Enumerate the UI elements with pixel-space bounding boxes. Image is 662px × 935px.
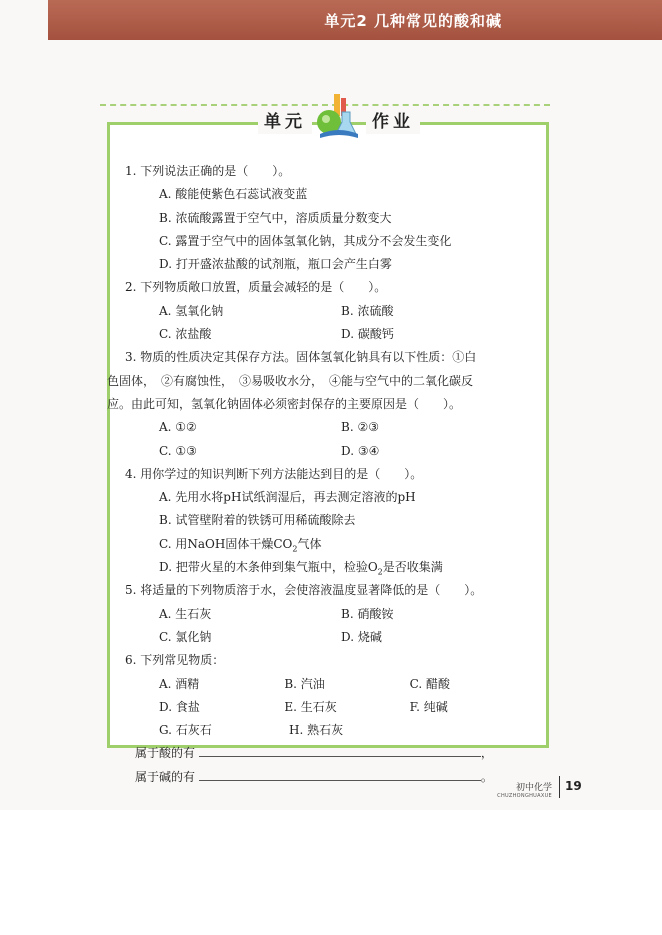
option-a: A. ①② [159, 420, 197, 435]
option-c: C. 醋酸 [409, 676, 451, 691]
question-stem: 4. 用你学过的知识判断下列方法能达到目的是（ ）。 [125, 466, 423, 481]
acid-answer-blank[interactable] [199, 742, 481, 757]
option-c: C. 氯化钠 [159, 629, 212, 644]
option-b: B. 汽油 [284, 676, 325, 691]
option-a: A. 生石灰 [159, 606, 212, 621]
option-g: G. 石灰石 [159, 723, 212, 738]
option-c: C. 露置于空气中的固体氢氧化钠，其成分不会发生变化 [159, 233, 452, 248]
question-stem-line3: 应。由此可知，氢氧化钠固体必须密封保存的主要原因是（ ）。 [107, 396, 462, 411]
acid-answer-row: 属于酸的有 ， [125, 742, 535, 765]
box-title-unit: 单元 [258, 110, 312, 134]
option-b: B. 浓硫酸露置于空气中，溶质质量分数变大 [159, 210, 392, 225]
acid-label: 属于酸的有 [135, 746, 196, 761]
question-3 [107, 346, 535, 462]
option-b: B. 浓硫酸 [341, 303, 394, 318]
question-stem-line1: 3. 物质的性质决定其保存方法。固体氢氧化钠具有以下性质：①白 [125, 350, 477, 365]
question-stem-line2: 色固体， ②有腐蚀性， ③易吸收水分， ④能与空气中的二氧化碳反 [107, 373, 474, 388]
option-d: D. 打开盛浓盐酸的试剂瓶，瓶口会产生白雾 [159, 257, 392, 272]
base-label: 属于碱的有 [135, 769, 196, 784]
option-d: D. ③④ [341, 443, 380, 458]
option-d: D. 食盐 [159, 699, 200, 714]
option-d: D. 烧碱 [341, 629, 382, 644]
option-d: D. 把带火星的木条伸到集气瓶中，检验$O_2$是否收集满 [159, 560, 443, 577]
question-stem: 6. 下列常见物质： [125, 653, 225, 668]
question-2 [125, 276, 535, 346]
footer-divider [559, 776, 560, 798]
unit-title: 单元2 几种常见的酸和碱 [324, 12, 502, 30]
option-f: F. 纯碱 [409, 699, 448, 714]
option-h: H. 熟石灰 [289, 723, 344, 738]
option-a: A. 酒精 [159, 676, 200, 691]
option-c: C. 浓盐酸 [159, 327, 212, 342]
question-1 [125, 160, 535, 276]
base-answer-row: 属于碱的有 。 [125, 766, 535, 789]
option-b: B. ②③ [341, 420, 379, 435]
question-4 [125, 463, 535, 579]
chemistry-emblem-icon [312, 92, 366, 140]
option-b: B. 试管壁附着的铁锈可用稀硫酸除去 [159, 513, 356, 528]
questions-content [107, 160, 535, 789]
question-6 [125, 649, 535, 789]
question-5 [125, 579, 535, 649]
base-answer-blank[interactable] [199, 766, 481, 781]
option-c: C. ①③ [159, 443, 197, 458]
question-stem: 5. 将适量的下列物质溶于水，会使溶液温度显著降低的是（ ）。 [125, 583, 483, 598]
question-stem: 2. 下列物质敞口放置，质量会减轻的是（ ）。 [125, 280, 387, 295]
option-a: A. 氢氧化钠 [159, 303, 224, 318]
footer-book-name: 初中化学 CHUZHONGHUAXUE [497, 783, 552, 799]
page-number: 19 [565, 779, 582, 793]
question-stem: 1. 下列说法正确的是（ ）。 [125, 164, 291, 178]
option-c: C. 用NaOH固体干燥$CO_2$气体 [159, 536, 322, 554]
option-b: B. 硝酸铵 [341, 606, 394, 621]
option-a: A. 先用水将pH试纸润湿后，再去测定溶液的pH [159, 490, 416, 505]
option-d: D. 碳酸钙 [341, 327, 394, 342]
header-band [48, 0, 662, 40]
option-a: A. 酸能使紫色石蕊试液变蓝 [159, 187, 308, 202]
option-e: E. 生石灰 [284, 699, 337, 714]
box-title-homework: 作业 [366, 110, 420, 134]
